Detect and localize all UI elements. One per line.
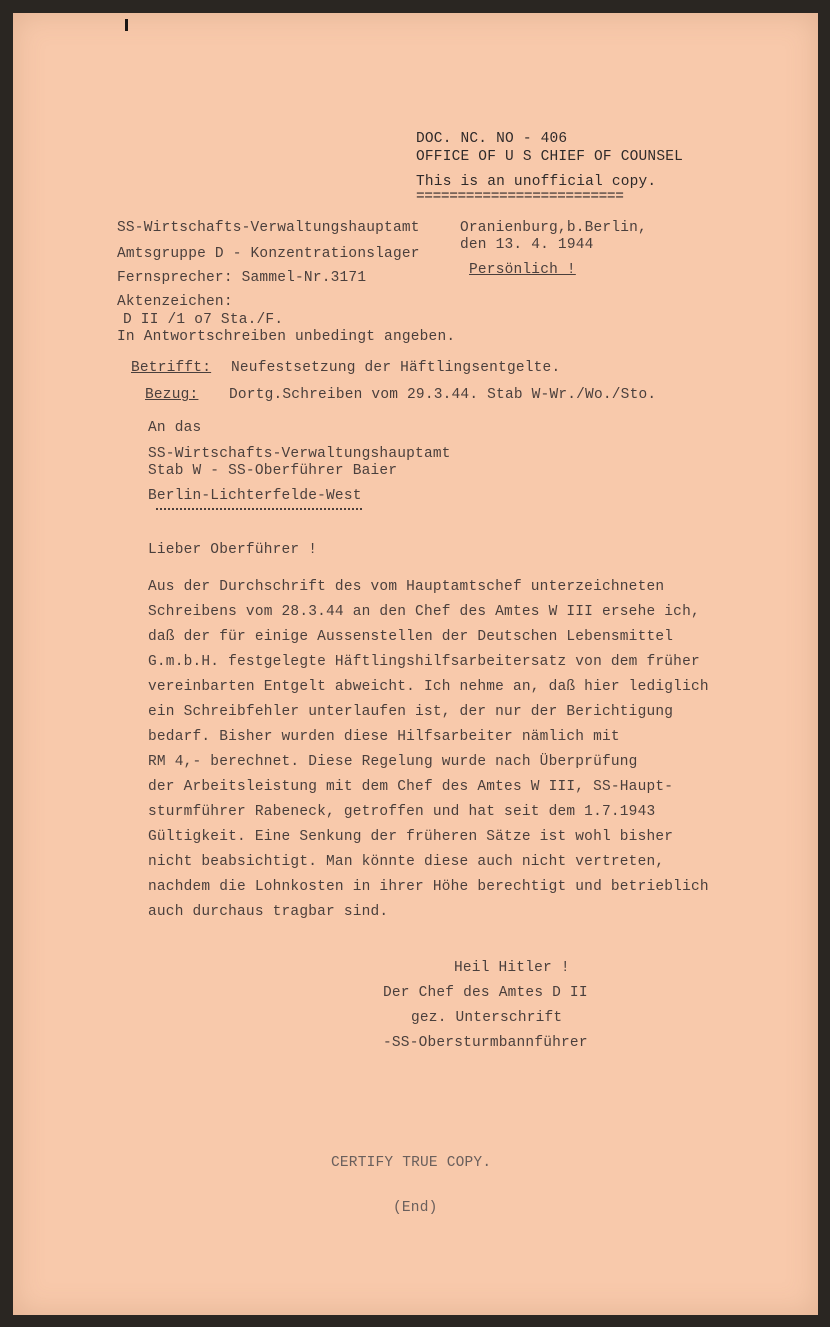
- copy-note: This is an unofficial copy.: [416, 174, 657, 190]
- body-line: Schreibens vom 28.3.44 an den Chef des Amtes W III ersehe ich,: [148, 604, 700, 620]
- doc-number: DOC. NC. NO - 406: [416, 131, 568, 147]
- body-line: Gültigkeit. Eine Senkung der früheren Sätze ist wohl bisher: [148, 829, 674, 845]
- reference-text: Dortg.Schreiben vom 29.3.44. Stab W-Wr./Wo./Sto.: [229, 387, 657, 403]
- body-line: RM 4,- berechnet. Diese Regelung wurde nach Überprüfung: [148, 754, 638, 770]
- signatory-title: Der Chef des Amtes D II: [383, 985, 588, 1001]
- body-line: nachdem die Lohnkosten in ihrer Höhe berechtigt und betrieblich: [148, 879, 709, 895]
- signatory-rank: -SS-Obersturmbannführer: [383, 1035, 588, 1051]
- document-page: [13, 13, 818, 1315]
- sender-group: Amtsgruppe D - Konzentrationslager: [117, 246, 420, 262]
- closing-greeting: Heil Hitler !: [454, 960, 570, 976]
- date: den 13. 4. 1944: [460, 237, 594, 253]
- recipient-office: SS-Wirtschafts-Verwaltungshauptamt: [148, 446, 451, 462]
- file-ref-label: Aktenzeichen:: [117, 294, 233, 310]
- body-line: der Arbeitsleistung mit dem Chef des Amtes W III, SS-Haupt-: [148, 779, 674, 795]
- body-line: Aus der Durchschrift des vom Hauptamtschef unterzeichneten: [148, 579, 665, 595]
- body-line: bedarf. Bisher wurden diese Hilfsarbeiter nämlich mit: [148, 729, 620, 745]
- personal-mark: Persönlich !: [469, 262, 576, 278]
- certify-copy: CERTIFY TRUE COPY.: [331, 1155, 492, 1171]
- subject-text: Neufestsetzung der Häftlingsentgelte.: [231, 360, 561, 376]
- reference-label: Bezug:: [145, 387, 199, 403]
- file-ref: D II /1 o7 Sta./F.: [123, 312, 284, 328]
- body-line: auch durchaus tragbar sind.: [148, 904, 389, 920]
- body-line: sturmführer Rabeneck, getroffen und hat seit dem 1.7.1943: [148, 804, 656, 820]
- sender-phone: Fernsprecher: Sammel-Nr.3171: [117, 270, 367, 286]
- body-line: G.m.b.H. festgelegte Häftlingshilfsarbeitersatz von dem früher: [148, 654, 700, 670]
- body-line: vereinbarten Entgelt abweicht. Ich nehme an, daß hier lediglich: [148, 679, 709, 695]
- body-line: nicht beabsichtigt. Man könnte diese auch nicht vertreten,: [148, 854, 665, 870]
- reply-note: In Antwortschreiben unbedingt angeben.: [117, 329, 456, 345]
- binding-mark: [125, 19, 128, 31]
- body-line: ein Schreibfehler unterlaufen ist, der nur der Berichtigung: [148, 704, 674, 720]
- signature-note: gez. Unterschrift: [411, 1010, 563, 1026]
- recipient-city: Berlin-Lichterfelde-West: [148, 488, 362, 504]
- copy-rule: =========================: [416, 189, 624, 205]
- sender-office: SS-Wirtschafts-Verwaltungshauptamt: [117, 220, 420, 236]
- end-mark: (End): [393, 1200, 438, 1216]
- salutation: Lieber Oberführer !: [148, 542, 318, 558]
- recipient-underline: [156, 508, 362, 510]
- subject-label: Betrifft:: [131, 360, 212, 376]
- body-line: daß der für einige Aussenstellen der Deutschen Lebensmittel: [148, 629, 674, 645]
- recipient-name: Stab W - SS-Oberführer Baier: [148, 463, 398, 479]
- office-line: OFFICE OF U S CHIEF OF COUNSEL: [416, 149, 684, 165]
- place: Oranienburg,b.Berlin,: [460, 220, 647, 236]
- recipient-prefix: An das: [148, 420, 202, 436]
